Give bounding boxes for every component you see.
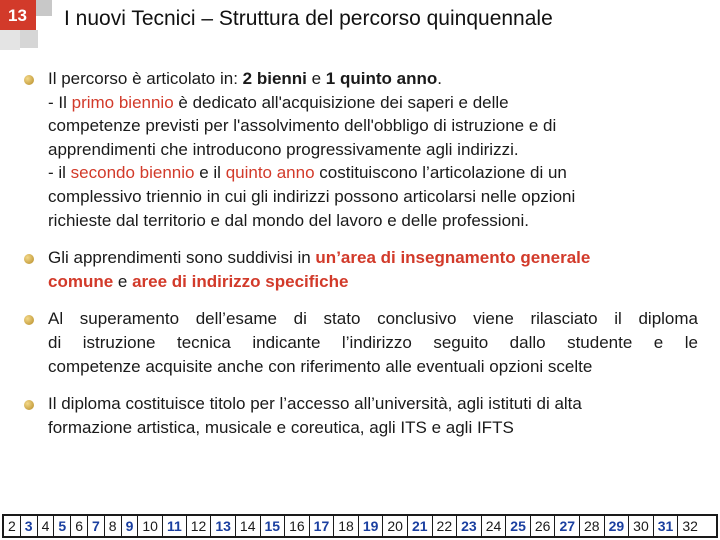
slide-link-6[interactable]: 6 <box>71 516 88 536</box>
slide-link-8[interactable]: 8 <box>105 516 122 536</box>
slide-link-31[interactable]: 31 <box>654 516 679 536</box>
text-run: costituiscono l’articolazione di un <box>314 163 567 183</box>
slide-navigation-bar <box>2 514 718 538</box>
text-run-highlight: primo biennio <box>71 92 174 112</box>
slide-link-4[interactable]: 4 <box>38 516 55 536</box>
bullet-item <box>22 246 698 293</box>
slide-link-16[interactable]: 16 <box>285 516 310 536</box>
slide-link-24[interactable]: 24 <box>482 516 507 536</box>
bullet-item <box>22 307 698 378</box>
slide-link-20[interactable]: 20 <box>383 516 408 536</box>
text-run-highlight: un’area di insegnamento generale <box>315 248 591 268</box>
text-run-bold: 1 quinto anno <box>325 69 438 88</box>
text-line: richieste dal territorio e dal mondo del lavoro e delle professioni. <box>48 210 529 230</box>
text-run: - il <box>48 163 71 183</box>
slide-link-5[interactable]: 5 <box>54 516 71 536</box>
slide-link-23[interactable]: 23 <box>457 516 482 536</box>
slide-link-21[interactable]: 21 <box>408 516 433 536</box>
text-run-highlight: quinto anno <box>225 163 315 183</box>
slide-link-13[interactable]: 13 <box>211 516 236 536</box>
slide-link-29[interactable]: 29 <box>605 516 630 536</box>
slide-link-12[interactable]: 12 <box>187 516 212 536</box>
decor-square <box>36 0 52 16</box>
slide-link-27[interactable]: 27 <box>555 516 580 536</box>
slide-link-17[interactable]: 17 <box>310 516 335 536</box>
text-run: - Il <box>48 92 72 112</box>
text-run-bold: 2 bienni <box>242 69 307 88</box>
text-line: di istruzione tecnica indicante l’indirizzo seguito dallo studente e le <box>48 332 698 352</box>
text-line: Il diploma costituisce titolo per l’accesso all’università, agli istituti di alta <box>48 394 582 414</box>
text-run-highlight: aree di indirizzo specifiche <box>132 271 349 291</box>
text-line <box>48 67 698 91</box>
slide-title: I nuovi Tecnici – Struttura del percorso quinquennale <box>64 7 553 30</box>
text-run: e <box>306 69 326 88</box>
text-run: e il <box>194 163 226 183</box>
slide-link-3[interactable]: 3 <box>21 516 38 536</box>
bullet-icon <box>24 315 34 325</box>
slide-link-7[interactable]: 7 <box>88 516 105 536</box>
slide-link-30[interactable]: 30 <box>629 516 654 536</box>
slide-link-32[interactable]: 32 <box>682 518 698 534</box>
slide-number: 13 <box>8 6 27 25</box>
text-line: complessivo triennio in cui gli indirizzi possono articolarsi nelle opzioni <box>48 186 576 206</box>
text-line <box>48 91 698 115</box>
slide-body <box>22 67 698 453</box>
text-run-highlight: secondo biennio <box>70 163 195 183</box>
text-line: competenze acquisite anche con riferimento alle eventuali opzioni scelte <box>48 356 593 376</box>
decor-square <box>20 30 38 48</box>
bullet-icon <box>24 400 34 410</box>
bullet-icon <box>24 75 34 85</box>
text-run: Gli apprendimenti sono suddivisi in <box>48 248 316 268</box>
text-line <box>48 161 698 185</box>
bullet-item <box>22 392 698 439</box>
slide-link-26[interactable]: 26 <box>531 516 556 536</box>
slide-link-22[interactable]: 22 <box>433 516 458 536</box>
bullet-item <box>22 67 698 232</box>
text-line: apprendimenti che introducono progressivamente agli indirizzi. <box>48 139 519 159</box>
slide-link-15[interactable]: 15 <box>261 516 286 536</box>
decor-square <box>0 30 20 50</box>
text-line <box>48 270 698 294</box>
text-line: formazione artistica, musicale e coreutica, agli ITS e agli IFTS <box>48 417 514 437</box>
slide-link-14[interactable]: 14 <box>236 516 261 536</box>
slide-link-28[interactable]: 28 <box>580 516 605 536</box>
slide-link-18[interactable]: 18 <box>334 516 359 536</box>
text-run-highlight: comune <box>48 271 114 291</box>
slide-link-19[interactable]: 19 <box>359 516 384 536</box>
text-line <box>48 246 698 270</box>
text-run: e <box>113 271 133 291</box>
text-line: Al superamento dell’esame di stato conclusivo viene rilasciato il diploma <box>48 309 698 329</box>
slide-link-10[interactable]: 10 <box>138 516 163 536</box>
slide-link-11[interactable]: 11 <box>163 516 187 536</box>
text-run: è dedicato all'acquisizione dei saperi e delle <box>173 92 509 112</box>
text-run: Il percorso è articolato in: <box>48 69 243 88</box>
bullet-icon <box>24 254 34 264</box>
text-line: competenze previsti per l'assolvimento dell'obbligo di istruzione e di <box>48 116 557 136</box>
slide-link-9[interactable]: 9 <box>122 516 139 536</box>
text-run: . <box>437 69 442 88</box>
slide-link-25[interactable]: 25 <box>506 516 531 536</box>
slide-link-2[interactable]: 2 <box>4 516 21 536</box>
